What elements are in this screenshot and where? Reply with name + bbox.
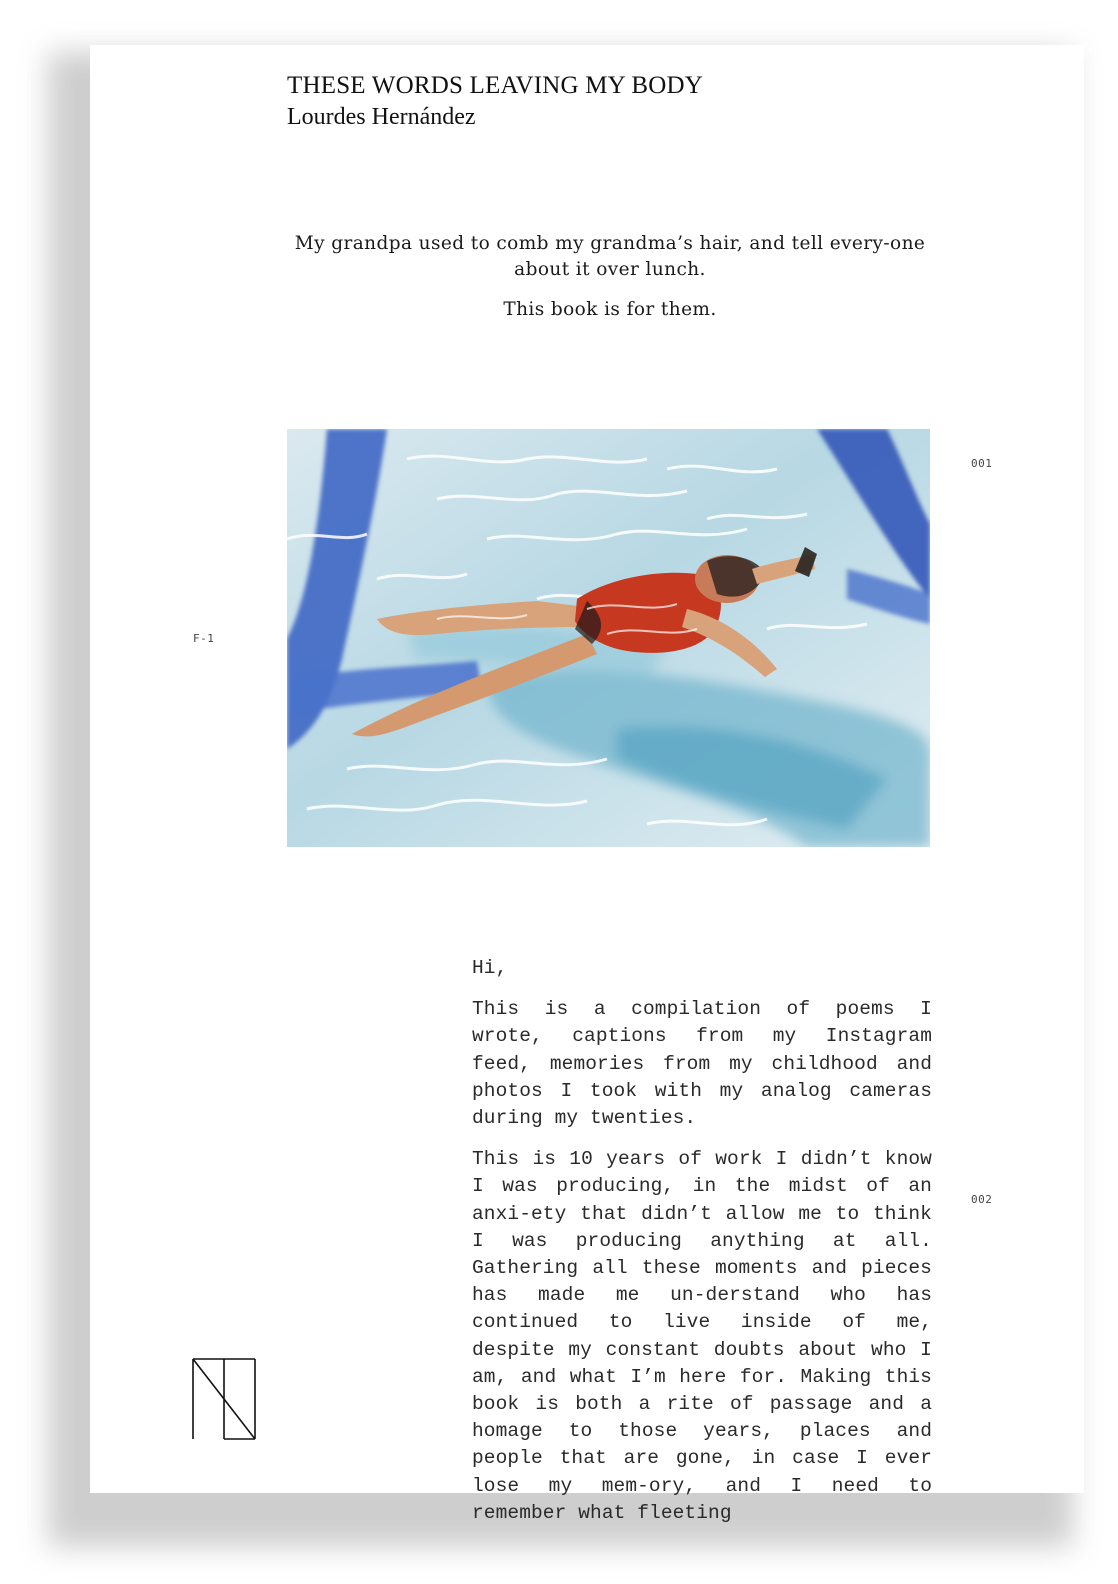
letter-paragraph-2: This is 10 years of work I didn’t know I was producing, in the midst of an anxi-ety that didn’t allow me to think I was producing anything at all. Gathering all these moments and pieces has made me un-derstand who has continued to live inside of me, despite my constant doubts about who I am, and what I’m here for. Making this book is both a rite of passage and a homage to those years, places and people that are gone, in case I ever lose my mem-ory, and I need to remember what fleeting — [472, 1148, 932, 1524]
dedication-line-1: My grandpa used to comb my grandma’s hair, and tell every-one about it over lunch. — [294, 233, 926, 280]
book-author: Lourdes Hernández — [287, 104, 476, 130]
page-marker-001: 001 — [971, 457, 993, 470]
letter-greeting: Hi, — [472, 957, 508, 979]
dedication-line-2: This book is for them. — [503, 299, 717, 320]
letter-paragraph-1: This is a compilation of poems I wrote, captions from my Instagram feed, memories from my childhood and photos I took with my analog cameras during my twenties. — [472, 998, 932, 1130]
swimmer-in-pool-photo — [287, 429, 930, 847]
page-marker-002: 002 — [971, 1193, 993, 1206]
figure-marker: F-1 — [193, 632, 215, 645]
book-title: THESE WORDS LEAVING MY BODY — [287, 72, 704, 99]
publisher-logo-icon — [192, 1358, 256, 1440]
book-page — [90, 45, 1084, 1524]
dedication — [282, 231, 938, 323]
intro-letter — [472, 955, 932, 1527]
